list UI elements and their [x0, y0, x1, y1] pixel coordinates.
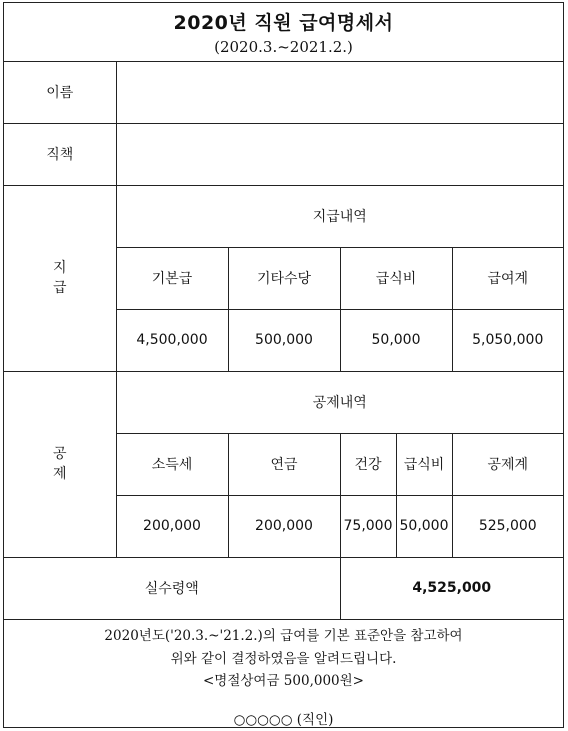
payslip-document [3, 2, 564, 728]
payslip-table [4, 61, 563, 620]
name-label: 이름 [4, 61, 116, 123]
deduct-value-pension: 200,000 [228, 495, 340, 557]
net-pay-row [4, 557, 563, 619]
deduct-side-label-char-2: 제 [52, 466, 67, 482]
name-value-cell[interactable] [116, 61, 563, 123]
deduct-col-total: 공제계 [452, 433, 563, 495]
deduct-col-health: 건강 [340, 433, 396, 495]
deduct-value-income-tax: 200,000 [116, 495, 228, 557]
deduct-value-total: 525,000 [452, 495, 563, 557]
deduct-section-title-row [4, 371, 563, 433]
notice-line-2: 위와 같이 결정하였음을 알려드립니다. [170, 651, 397, 667]
deduct-side-label-char-1: 공 [52, 446, 67, 462]
deduct-value-health: 75,000 [340, 495, 396, 557]
position-row [4, 123, 563, 185]
notice-line-3: <명절상여금 500,000원> [203, 673, 364, 689]
pay-col-base: 기본급 [116, 247, 228, 309]
pay-value-total: 5,050,000 [452, 309, 563, 371]
pay-side-label [4, 185, 116, 371]
pay-section-title-row [4, 185, 563, 247]
pay-value-meal: 50,000 [340, 309, 452, 371]
document-header [4, 3, 563, 62]
net-pay-label: 실수령액 [4, 557, 340, 619]
pay-col-meal: 급식비 [340, 247, 452, 309]
pay-col-total: 급여계 [452, 247, 563, 309]
deduct-col-pension: 연금 [228, 433, 340, 495]
notice-section [4, 620, 563, 727]
net-pay-value: 4,525,000 [340, 557, 563, 619]
pay-side-label-char-1: 지 [52, 260, 67, 276]
deduct-col-meal: 급식비 [396, 433, 452, 495]
pay-value-base: 4,500,000 [116, 309, 228, 371]
pay-value-allowance: 500,000 [228, 309, 340, 371]
pay-section-title: 지급내역 [116, 185, 563, 247]
document-title: 2020년 직원 급여명세서 [173, 12, 394, 34]
signature-line: ○○○○○ (직인) [233, 712, 334, 728]
deduct-col-income-tax: 소득세 [116, 433, 228, 495]
pay-side-label-char-2: 급 [52, 280, 67, 296]
notice-line-1: 2020년도('20.3.~'21.2.)의 급여를 기본 표준안을 참고하여 [104, 628, 463, 644]
deduct-value-meal: 50,000 [396, 495, 452, 557]
position-label: 직책 [4, 123, 116, 185]
pay-col-allowance: 기타수당 [228, 247, 340, 309]
name-row [4, 61, 563, 123]
position-value-cell[interactable] [116, 123, 563, 185]
deduct-section-title: 공제내역 [116, 371, 563, 433]
document-period: (2020.3.~2021.2.) [214, 38, 353, 56]
deduct-side-label [4, 371, 116, 557]
